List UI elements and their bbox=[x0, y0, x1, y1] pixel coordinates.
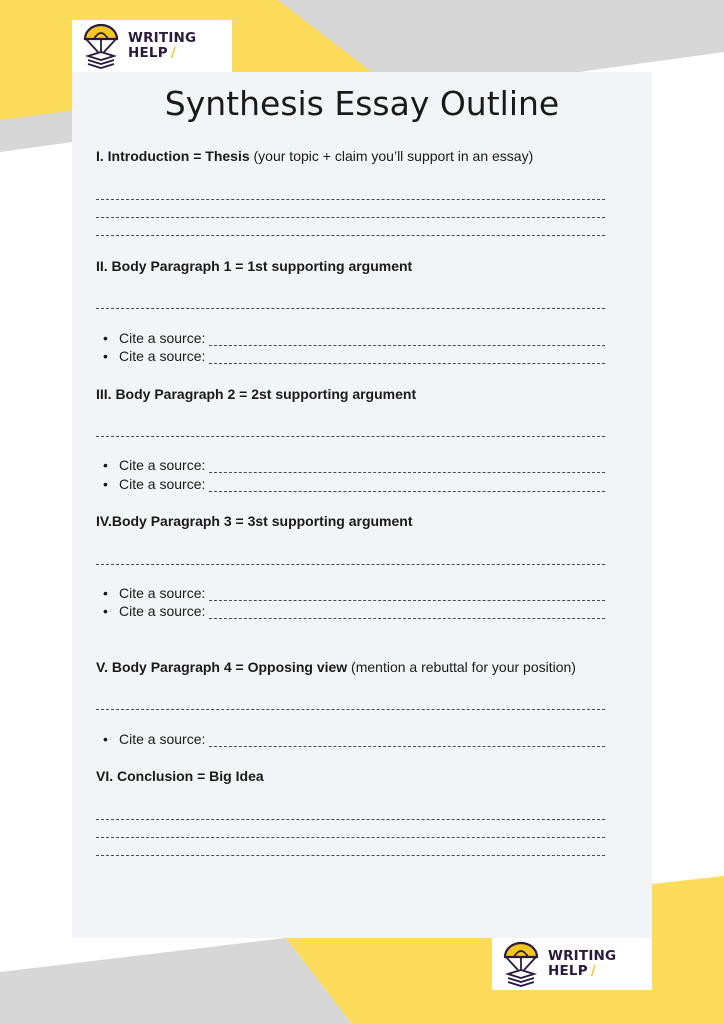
brand-line-1: WRITING bbox=[128, 30, 197, 46]
section-body-2-heading bbox=[96, 386, 416, 402]
cite-source-item[interactable] bbox=[103, 476, 605, 492]
answer-line[interactable] bbox=[96, 217, 605, 218]
cite-source-line[interactable] bbox=[209, 590, 605, 601]
cite-source-label: Cite a source: bbox=[119, 731, 206, 747]
cite-source-line[interactable] bbox=[209, 335, 605, 346]
section-heading-bold: I. Introduction = Thesis bbox=[96, 148, 250, 164]
section-heading-note: (your topic + claim you’ll support in an essay) bbox=[249, 148, 534, 164]
cite-source-item[interactable] bbox=[103, 585, 605, 601]
cite-source-label: Cite a source: bbox=[119, 585, 206, 601]
cite-source-label: Cite a source: bbox=[119, 603, 206, 619]
section-heading-bold: VI. Conclusion = Big Idea bbox=[96, 768, 264, 784]
bullet: • bbox=[103, 476, 108, 492]
cite-source-label: Cite a source: bbox=[119, 457, 206, 473]
brand-slash: / bbox=[590, 963, 596, 979]
brand-slash: / bbox=[170, 45, 176, 61]
answer-line[interactable] bbox=[96, 855, 605, 856]
brand-line-1: WRITING bbox=[548, 948, 617, 964]
cite-source-item[interactable] bbox=[103, 457, 605, 473]
section-body-1-heading bbox=[96, 258, 412, 274]
bullet: • bbox=[103, 457, 108, 473]
cite-source-line[interactable] bbox=[209, 462, 605, 473]
section-heading-bold: V. Body Paragraph 4 = Opposing view bbox=[96, 659, 348, 675]
cite-source-line[interactable] bbox=[209, 736, 605, 747]
cite-source-item[interactable] bbox=[103, 330, 605, 346]
section-heading-bold: IV.Body Paragraph 3 = 3st supporting argument bbox=[96, 513, 413, 529]
answer-line[interactable] bbox=[96, 819, 605, 820]
page-title: Synthesis Essay Outline bbox=[164, 84, 560, 123]
bullet: • bbox=[103, 731, 108, 747]
section-heading-bold: II. Body Paragraph 1 = 1st supporting argument bbox=[96, 258, 413, 274]
bullet: • bbox=[103, 348, 108, 364]
cite-source-label: Cite a source: bbox=[119, 348, 206, 364]
cite-source-label: Cite a source: bbox=[119, 476, 206, 492]
section-body-3-heading bbox=[96, 513, 413, 529]
brand-logo-bottom[interactable] bbox=[492, 938, 652, 990]
brand-logo-top[interactable] bbox=[72, 20, 232, 72]
answer-line[interactable] bbox=[96, 436, 605, 437]
parachute-book-icon bbox=[502, 941, 540, 987]
answer-line[interactable] bbox=[96, 308, 605, 309]
bullet: • bbox=[103, 330, 108, 346]
parachute-book-icon bbox=[82, 23, 120, 69]
brand-wordmark bbox=[128, 31, 196, 61]
section-conclusion-heading bbox=[96, 768, 264, 784]
section-heading-note: (mention a rebuttal for your position) bbox=[347, 659, 576, 675]
cite-source-item[interactable] bbox=[103, 603, 605, 619]
cite-source-item[interactable] bbox=[103, 348, 605, 364]
section-introduction-heading bbox=[96, 148, 533, 164]
cite-source-line[interactable] bbox=[209, 353, 605, 364]
answer-line[interactable] bbox=[96, 235, 605, 236]
cite-source-line[interactable] bbox=[209, 608, 605, 619]
cite-source-label: Cite a source: bbox=[119, 330, 206, 346]
cite-source-line[interactable] bbox=[209, 481, 605, 492]
brand-wordmark bbox=[548, 949, 616, 979]
section-heading-bold: III. Body Paragraph 2 = 2st supporting argument bbox=[96, 386, 417, 402]
answer-line[interactable] bbox=[96, 709, 605, 710]
brand-line-2: HELP bbox=[548, 963, 588, 979]
answer-line[interactable] bbox=[96, 564, 605, 565]
outline-sheet bbox=[72, 72, 652, 938]
cite-source-item[interactable] bbox=[103, 731, 605, 747]
bullet: • bbox=[103, 585, 108, 601]
answer-line[interactable] bbox=[96, 837, 605, 838]
section-body-4-heading bbox=[96, 659, 576, 675]
brand-line-2: HELP bbox=[128, 45, 168, 61]
bullet: • bbox=[103, 603, 108, 619]
answer-line[interactable] bbox=[96, 199, 605, 200]
